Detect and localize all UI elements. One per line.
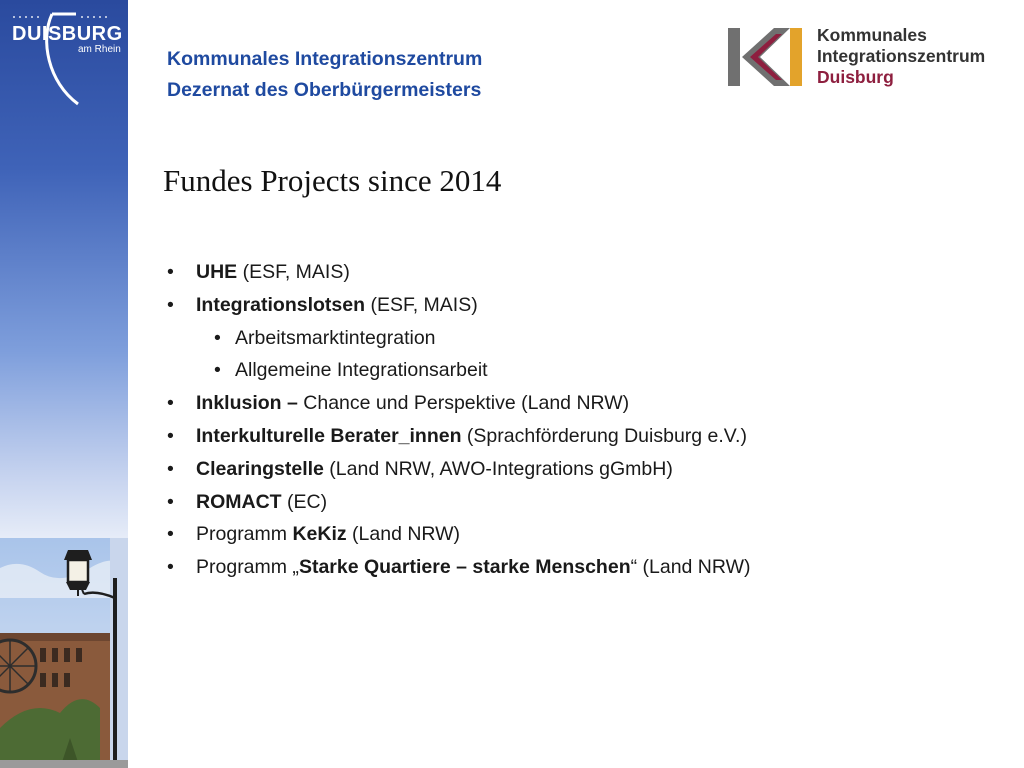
bullet-marker: • <box>167 457 174 480</box>
duisburg-logo-icon <box>0 0 128 110</box>
bullet-marker: • <box>167 261 174 283</box>
bullet-marker: • <box>167 293 174 316</box>
bullet-item <box>167 323 1007 356</box>
bullet-item <box>167 257 1007 290</box>
bullet-item <box>167 519 1007 552</box>
bullet-text: Chance und Perspektive (Land NRW) <box>297 392 630 415</box>
ki-logo-line1: Kommunales <box>817 25 927 45</box>
bullet-bold-text: Clearingstelle <box>196 457 324 480</box>
bullet-text: (EC) <box>281 490 328 513</box>
project-bullet-list <box>167 257 1007 585</box>
bullet-item <box>167 421 1007 454</box>
org-name: Kommunales Integrationszentrum <box>167 48 483 70</box>
bullet-bold-text: KeKiz <box>292 523 347 546</box>
city-logo-subtitle: am Rhein <box>78 44 121 55</box>
bullet-text: (Sprachförderung Duisburg e.V.) <box>461 424 747 447</box>
bullet-marker: • <box>167 424 174 447</box>
bullet-item <box>167 290 1007 323</box>
bullet-marker: • <box>167 490 174 513</box>
bullet-text: Arbeitsmarktintegration <box>235 326 436 349</box>
bullet-prefix: Programm „ <box>196 556 299 579</box>
city-logo-word: DUISBURG <box>12 23 123 45</box>
ki-logo-text <box>817 25 985 88</box>
bullet-item <box>167 552 1007 585</box>
bullet-item <box>167 355 1007 388</box>
ki-logo-line2: Integrationszentrum <box>817 46 986 66</box>
bullet-bold-text: ROMACT <box>196 490 282 513</box>
sidebar-photo <box>0 538 128 768</box>
bullet-text: (ESF, MAIS) <box>365 293 478 316</box>
ki-logo-mark-icon <box>724 26 814 92</box>
bullet-marker: • <box>167 392 174 415</box>
bullet-item <box>167 388 1007 421</box>
organization-header <box>167 44 482 106</box>
bullet-text: (Land NRW, AWO-Integrations gGmbH) <box>323 457 673 480</box>
org-department: Dezernat des Oberbürgermeisters <box>167 79 482 101</box>
bullet-bold-text: Starke Quartiere – starke Menschen <box>298 556 631 579</box>
bullet-bold-text: Integrationslotsen <box>196 293 366 316</box>
bullet-bold-text: Interkulturelle Berater_innen <box>196 424 462 447</box>
bullet-item <box>167 454 1007 487</box>
bullet-item <box>167 487 1007 520</box>
lantern-building-photo <box>0 538 128 768</box>
bullet-bold-text: Inklusion – <box>196 392 298 415</box>
bullet-marker: • <box>214 326 221 349</box>
bullet-bold-text: UHE <box>196 261 238 283</box>
ki-logo-city: Duisburg <box>817 67 894 87</box>
bullet-prefix: Programm <box>196 523 293 546</box>
sidebar <box>0 0 128 768</box>
bullet-text: Allgemeine Integrationsarbeit <box>235 359 488 382</box>
duisburg-city-logo <box>0 0 128 110</box>
bullet-marker: • <box>214 359 221 382</box>
bullet-marker: • <box>167 556 174 579</box>
bullet-marker: • <box>167 523 174 546</box>
bullet-text: “ (Land NRW) <box>630 556 751 579</box>
slide-title: Fundes Projects since 2014 <box>163 163 502 198</box>
bullet-text: (ESF, MAIS) <box>237 261 350 283</box>
bullet-text: (Land NRW) <box>346 523 461 546</box>
